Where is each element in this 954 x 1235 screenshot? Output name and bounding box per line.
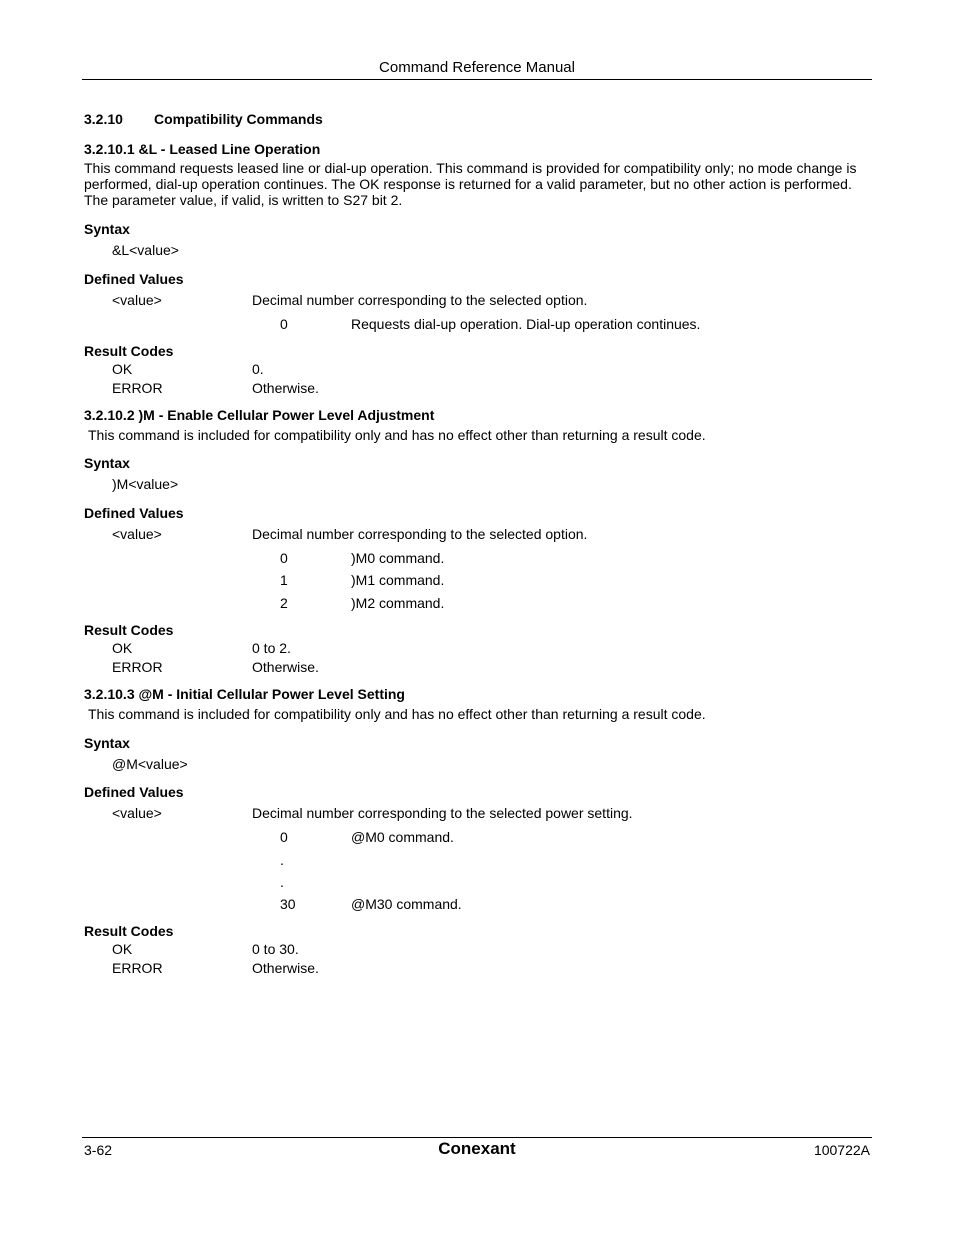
subsection-heading-leased-line: 3.2.10.1 &L - Leased Line Operation [84,141,321,157]
value-ellipsis-dot: . [280,852,284,868]
result-description: 0 to 2. [252,640,291,656]
syntax-value: @M<value> [112,756,188,772]
param-name: <value> [112,292,162,308]
subsection-description: This command is included for compatibility only and has no effect other than returning a result code. [88,706,706,722]
result-code: ERROR [112,659,163,675]
result-description: Otherwise. [252,380,319,396]
result-codes-label: Result Codes [84,622,174,638]
param-description: Decimal number corresponding to the selected power setting. [252,805,633,821]
value-code: 1 [280,572,288,588]
defined-values-label: Defined Values [84,505,184,521]
page-number: 3-62 [84,1142,113,1158]
value-code: 0 [280,829,288,845]
value-description: )M1 command. [351,572,445,588]
syntax-value: &L<value> [112,242,179,258]
result-description: Otherwise. [252,659,319,675]
subsection-description: This command is included for compatibility only and has no effect other than returning a result code. [88,427,706,443]
section-title: Compatibility Commands [154,111,323,127]
result-code: ERROR [112,380,163,396]
result-codes-label: Result Codes [84,343,174,359]
document-number: 100722A [813,1142,870,1158]
result-description: 0. [252,361,264,377]
value-description: @M0 command. [351,829,454,845]
param-description: Decimal number corresponding to the selected option. [252,292,588,308]
value-code: 0 [280,316,288,332]
value-description: @M30 command. [351,896,462,912]
param-description: Decimal number corresponding to the selected option. [252,526,588,542]
value-code: 0 [280,550,288,566]
result-description: 0 to 30. [252,941,299,957]
result-code: OK [112,941,133,957]
value-description: )M0 command. [351,550,445,566]
syntax-label: Syntax [84,221,130,237]
syntax-label: Syntax [84,735,130,751]
footer-divider [82,1137,872,1138]
value-description: )M2 command. [351,595,445,611]
param-name: <value> [112,805,162,821]
param-name: <value> [112,526,162,542]
defined-values-label: Defined Values [84,784,184,800]
result-code: OK [112,640,133,656]
result-description: Otherwise. [252,960,319,976]
result-code: OK [112,361,133,377]
syntax-value: )M<value> [112,476,179,492]
value-description: Requests dial-up operation. Dial-up operation continues. [351,316,701,332]
header-divider [82,79,872,80]
company-name: Conexant [438,1139,516,1158]
result-codes-label: Result Codes [84,923,174,939]
value-code: 2 [280,595,288,611]
value-code: 30 [280,896,296,912]
syntax-label: Syntax [84,455,130,471]
subsection-description: This command requests leased line or dial-up operation. This command is provided for compatibility only; no mode change is performed, dial-up operation continues. The OK response is returned for a valid parameter, but no other action is performed. The parameter value, if valid, is written to S27 bit 2. [84,160,857,208]
result-code: ERROR [112,960,163,976]
subsection-heading-initial-power-level: 3.2.10.3 @M - Initial Cellular Power Level Setting [84,686,405,702]
defined-values-label: Defined Values [84,271,184,287]
page-header-title: Command Reference Manual [379,59,575,76]
section-number: 3.2.10 [84,111,123,127]
value-ellipsis-dot: . [280,874,284,890]
subsection-heading-enable-power-adjustment: 3.2.10.2 )M - Enable Cellular Power Level Adjustment [84,407,435,423]
